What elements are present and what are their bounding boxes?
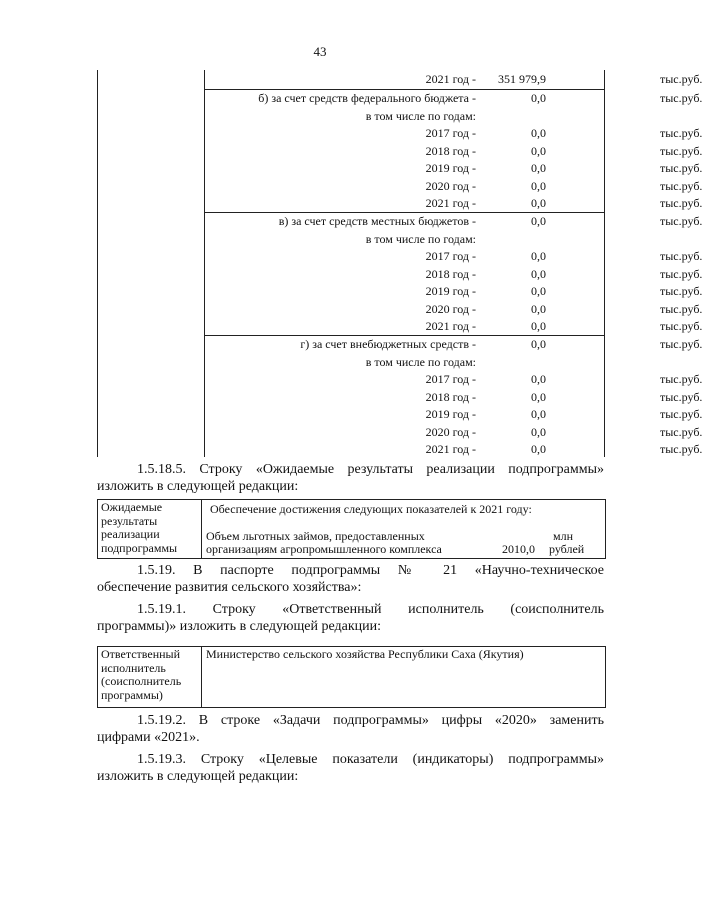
row-unit: тыс.руб. (660, 178, 702, 193)
funding-row-year (204, 389, 702, 407)
row-value: 0,0 (531, 214, 546, 228)
results-value-cell (202, 500, 605, 558)
expected-results-table (97, 499, 606, 559)
row-unit: тыс.руб. (660, 91, 702, 105)
row-value: 0,0 (531, 143, 546, 158)
paragraph-line: 1.5.19.1. Строку «Ответственный исполнитель (соисполнитель (137, 602, 604, 617)
executor-label-cell (98, 647, 202, 707)
funding-row-year (204, 301, 702, 319)
row-label: в том числе по годам: (365, 231, 476, 246)
row-value: 0,0 (531, 249, 546, 263)
funding-row-2021-total (204, 71, 702, 89)
row-label: в том числе по годам: (365, 108, 476, 123)
row-label: 2020 год - (425, 301, 476, 316)
row-label: 2021 год - (425, 319, 476, 333)
indicator-line: Объем льготных займов, предоставленных (206, 529, 425, 543)
funding-row-federal (204, 90, 702, 108)
row-value: 0,0 (531, 407, 546, 421)
row-value: 0,0 (531, 161, 546, 175)
paragraph-line: обеспечение развития сельского хозяйства»: (97, 580, 362, 595)
results-label-cell (98, 500, 202, 558)
label-line: Ожидаемые (101, 500, 163, 514)
indicator-unit: рублей (549, 542, 585, 556)
funding-row-year (204, 143, 702, 161)
row-value: 0,0 (531, 126, 546, 140)
row-label: 2021 год - (425, 72, 476, 86)
row-label: 2021 год - (425, 442, 476, 456)
label-line: Ответственный (101, 647, 181, 661)
row-label: 2017 год - (425, 249, 476, 263)
executor-value-cell (202, 647, 605, 707)
row-unit: тыс.руб. (660, 72, 702, 86)
row-label: в том числе по годам: (365, 354, 476, 369)
funding-row-year (204, 371, 702, 389)
label-line: результаты (101, 513, 158, 528)
funding-row-subheading (204, 108, 604, 126)
row-unit: тыс.руб. (660, 214, 702, 228)
label-line: подпрограммы (101, 540, 178, 555)
row-label: 2020 год - (425, 424, 476, 439)
paragraph-1-5-19-1 (97, 601, 604, 635)
paragraph-1-5-19-3 (97, 751, 604, 785)
row-label: г) за счет внебюджетных средств - (300, 337, 476, 351)
row-label: в) за счет средств местных бюджетов - (278, 214, 476, 228)
row-label: 2018 год - (425, 389, 476, 404)
funding-row-year (204, 266, 702, 284)
row-unit: тыс.руб. (660, 424, 702, 439)
row-unit: тыс.руб. (660, 407, 702, 421)
funding-table (97, 70, 702, 457)
paragraph-line: 1.5.19.3. Строку «Целевые показатели (индикаторы) подпрограммы» (137, 752, 604, 767)
row-label: 2018 год - (425, 143, 476, 158)
funding-row-year (204, 195, 702, 213)
row-label: б) за счет средств федерального бюджета - (258, 91, 476, 105)
executor-table (97, 646, 606, 708)
funding-row-local (204, 213, 702, 231)
row-label: 2019 год - (425, 161, 476, 175)
funding-row-year (204, 125, 702, 143)
row-label: 2017 год - (425, 372, 476, 386)
row-unit: тыс.руб. (660, 196, 702, 210)
row-value: 0,0 (531, 389, 546, 404)
row-unit: тыс.руб. (660, 284, 702, 298)
table-border-right (604, 70, 605, 457)
row-label: 2019 год - (425, 284, 476, 298)
page-number: 43 (313, 44, 327, 59)
row-label: 2020 год - (425, 178, 476, 193)
funding-row-year (204, 406, 702, 424)
row-label: 2021 год - (425, 196, 476, 210)
table-border-left (97, 70, 98, 457)
row-unit: тыс.руб. (660, 249, 702, 263)
row-value: 0,0 (531, 301, 546, 316)
funding-row-year (204, 424, 702, 442)
indicator-line: организациям агропромышленного комплекса (206, 542, 442, 556)
row-unit: тыс.руб. (660, 126, 702, 140)
label-line: реализации (101, 527, 160, 541)
row-unit: тыс.руб. (660, 301, 702, 316)
row-unit: тыс.руб. (660, 372, 702, 386)
funding-row-year (204, 441, 702, 459)
funding-row-year (204, 160, 702, 178)
row-value: 0,0 (531, 337, 546, 351)
row-unit: тыс.руб. (660, 337, 702, 351)
paragraph-1-5-19 (97, 562, 604, 596)
funding-row-extrabudgetary (204, 336, 702, 354)
row-value: 0,0 (531, 91, 546, 105)
row-value: 0,0 (531, 178, 546, 193)
label-line: исполнитель (101, 660, 166, 675)
row-label: 2017 год - (425, 126, 476, 140)
label-line: (соисполнитель (101, 674, 182, 688)
label-line: программы) (101, 687, 163, 702)
row-value: 0,0 (531, 424, 546, 439)
paragraph-line: 1.5.18.5. Строку «Ожидаемые результаты реализации подпрограммы» (137, 462, 604, 477)
paragraph-line: изложить в следующей редакции: (97, 769, 299, 784)
row-value: 0,0 (531, 319, 546, 333)
row-value: 0,0 (531, 196, 546, 210)
row-unit: тыс.руб. (660, 319, 702, 333)
row-unit: тыс.руб. (660, 442, 702, 456)
row-value: 0,0 (531, 372, 546, 386)
funding-row-year (204, 248, 702, 266)
row-unit: тыс.руб. (660, 161, 702, 175)
paragraph-1-5-18-5 (97, 461, 604, 495)
row-value: 0,0 (531, 442, 546, 456)
indicator-unit: млн (553, 529, 574, 543)
row-value: 351 979,9 (498, 72, 546, 86)
paragraph-1-5-19-2 (97, 712, 604, 746)
funding-row-year (204, 318, 702, 336)
row-label: 2018 год - (425, 266, 476, 281)
row-value: 0,0 (531, 266, 546, 281)
row-unit: тыс.руб. (660, 266, 702, 281)
paragraph-line: программы)» изложить в следующей редакции: (97, 619, 382, 634)
row-unit: тыс.руб. (660, 143, 702, 158)
indicator-value: 2010,0 (502, 542, 535, 556)
paragraph-line: изложить в следующей редакции: (97, 479, 299, 494)
funding-row-subheading (204, 354, 604, 372)
results-header: Обеспечение достижения следующих показателей к 2021 году: (210, 502, 532, 516)
row-label: 2019 год - (425, 407, 476, 421)
paragraph-line: цифрами «2021». (97, 730, 200, 745)
funding-row-year (204, 283, 702, 301)
paragraph-line: 1.5.19.2. В строке «Задачи подпрограммы» цифры «2020» заменить (137, 713, 604, 728)
paragraph-line: 1.5.19. В паспорте подпрограммы № 21 «Научно-техническое (137, 563, 604, 578)
executor-name: Министерство сельского хозяйства Республики Саха (Якутия) (206, 647, 524, 661)
funding-row-subheading (204, 231, 604, 249)
row-value: 0,0 (531, 284, 546, 298)
funding-row-year (204, 178, 702, 196)
row-unit: тыс.руб. (660, 389, 702, 404)
